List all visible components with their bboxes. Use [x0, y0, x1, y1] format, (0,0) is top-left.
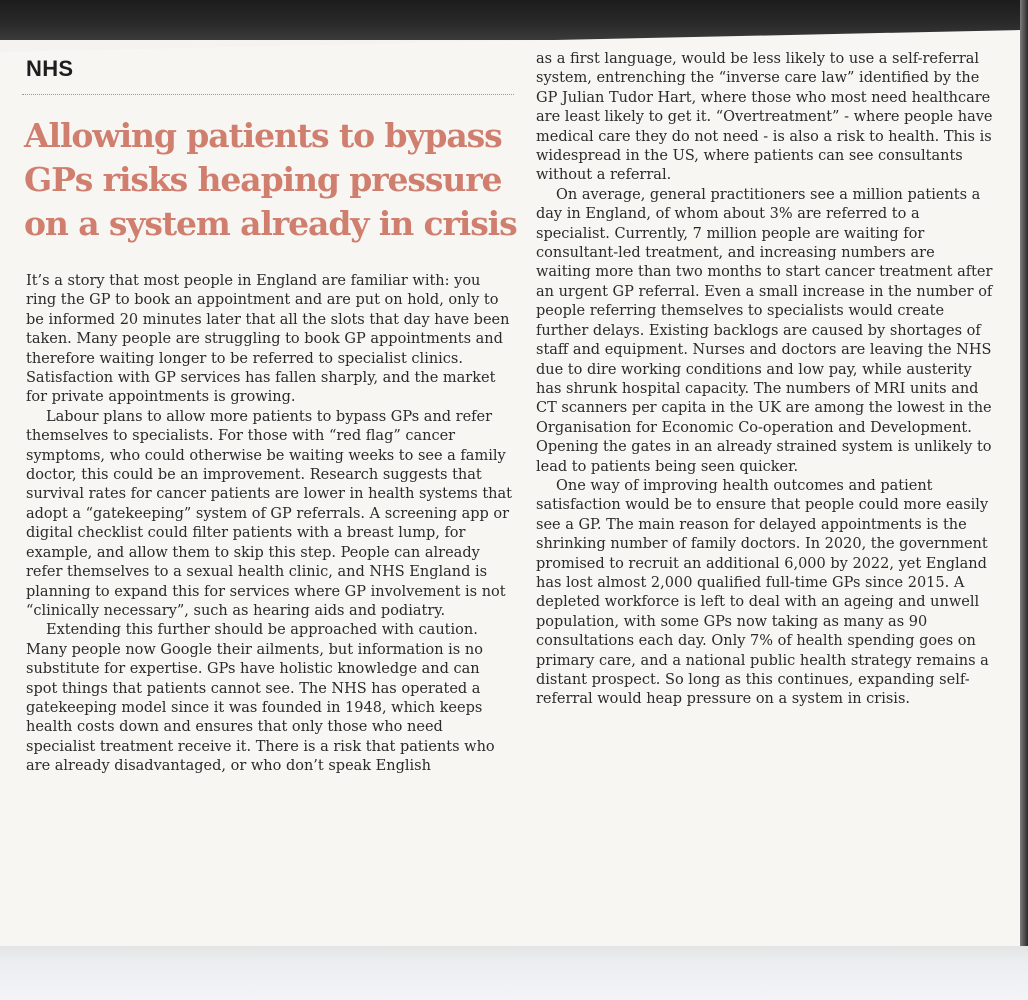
body-column-left — [26, 272, 512, 777]
paragraph: as a first language, would be less likely to use a self-referral system, entrenching the “inverse care law” identified by the GP Julian Tudor Hart, where those who most need healthcare are least likely to get it. “Overtreatment” - where people have medical care they do not need - is also a risk to health. This is widespread in the US, where patients can see consultants without a referral. — [536, 51, 993, 184]
scanner-bed — [0, 946, 1028, 1000]
scanner-edge-right — [1020, 0, 1028, 960]
paragraph: It’s a story that most people in England are familiar with: you ring the GP to book an appointment and are put on hold, only to be informed 20 minutes later that all the slots that day have been taken. Many people are struggling to book GP appointments and therefore waiting longer to be referred to specialist clinics. Satisfaction with GP services has fallen sharply, and the market for private appointments is growing. — [26, 273, 510, 406]
headline: Allowing patients to bypass GPs risks heaping pressure on a system already in crisis — [24, 116, 517, 243]
paragraph: One way of improving health outcomes and patient satisfaction would be to ensure that people could more easily see a GP. The main reason for delayed appointments is the shrinking number of family doctors. In 2020, the government promised to recruit an additional 6,000 by 2022, yet England has lost almost 2,000 qualified full-time GPs since 2015. A depleted workforce is left to deal with an ageing and unwell population, with some GPs now taking as many as 90 consultations each day. Only 7% of health spending goes on primary care, and a national public health strategy remains a distant prospect. So long as this continues, expanding self-referral would heap pressure on a system in crisis. — [536, 477, 989, 708]
paragraph: On average, general practitioners see a million patients a day in England, of whom about 3% are referred to a specialist. Currently, 7 million people are waiting for consultant-led treatment, and increasing numbers are waiting more than two months to start cancer treatment after an urgent GP referral. Even a small increase in the number of people referring themselves to specialists would create further delays. Existing backlogs are caused by shortages of staff and equipment. Nurses and doctors are leaving the NHS due to dire working conditions and low pay, while austerity has shrunk hospital capacity. The numbers of MRI units and CT scanners per capita in the UK are among the lowest in the Organisation for Economic Co-operation and Development. Opening the gates in an already strained system is unlikely to lead to patients being seen quicker. — [536, 186, 993, 475]
section-label: NHS — [26, 56, 74, 81]
paragraph: Extending this further should be approached with caution. Many people now Google their ailments, but information is no substitute for expertise. GPs have holistic knowledge and can spot things that patients cannot see. The NHS has operated a gatekeeping model since it was founded in 1948, which keeps health costs down and ensures that only those who need specialist treatment receive it. There is a risk that patients who are already disadvantaged, or who don’t speak English — [26, 622, 495, 775]
paragraph: Labour plans to allow more patients to bypass GPs and refer themselves to specialists. For those with “red flag” cancer symptoms, who could otherwise be waiting weeks to see a family doctor, this could be an improvement. Research suggests that survival rates for cancer patients are lower in health systems that adopt a “gatekeeping” system of GP referrals. A screening app or digital checklist could filter patients with a breast lump, for example, and allow them to skip this step. People can already refer themselves to a sexual health clinic, and NHS England is planning to expand this for services where GP involvement is not “clinically necessary”, such as hearing aids and podiatry. — [26, 408, 512, 619]
section-divider — [22, 94, 514, 95]
body-column-right — [536, 50, 994, 710]
